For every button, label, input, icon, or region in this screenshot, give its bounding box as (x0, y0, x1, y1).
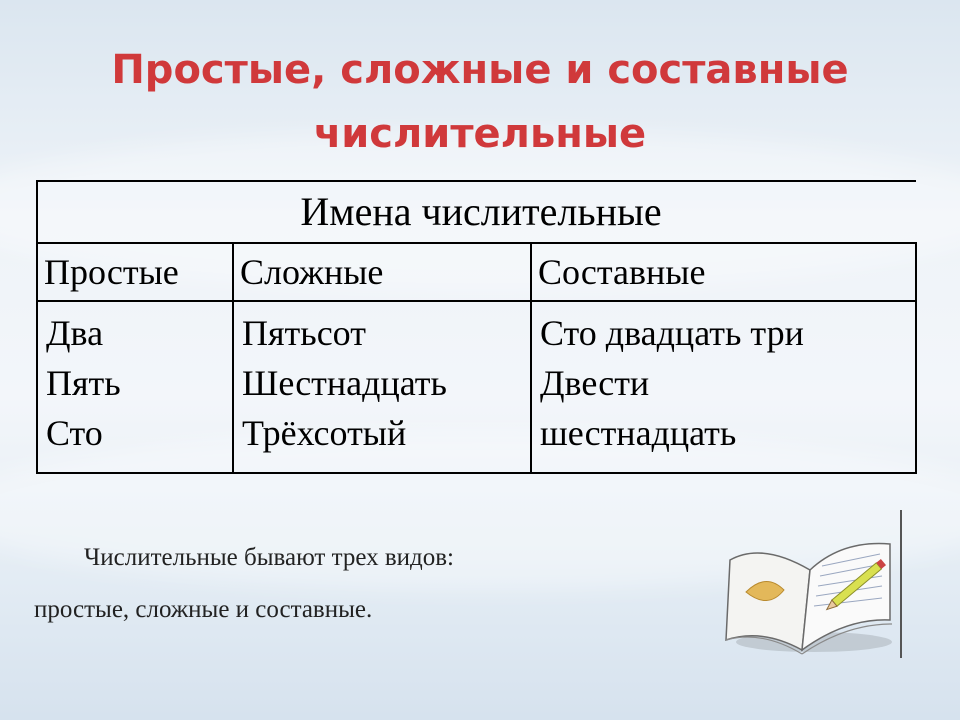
example-item: шестнадцать (540, 413, 737, 453)
type-compound: Составные (531, 243, 916, 301)
example-item: Трёхсотый (242, 413, 407, 453)
examples-complex (233, 301, 531, 473)
example-item: Сто (46, 413, 103, 453)
open-book-with-pencil-icon (722, 520, 902, 660)
table-type-row (37, 243, 916, 301)
type-complex: Сложные (233, 243, 531, 301)
slide-title (0, 38, 960, 166)
example-item: Пять (46, 363, 121, 403)
table-row (37, 301, 916, 473)
table-header-row (37, 181, 916, 243)
example-item: Двести (540, 363, 650, 403)
examples-simple (37, 301, 233, 473)
numerals-table (36, 180, 917, 474)
title-line-2: числительные (313, 111, 647, 157)
example-item: Пятьсот (242, 313, 366, 353)
caption-line-1: Числительные бывают трех видов: (84, 544, 455, 571)
caption (34, 532, 694, 636)
caption-line-2: простые, сложные и составные. (34, 596, 373, 623)
type-simple: Простые (37, 243, 233, 301)
table-header: Имена числительные (37, 181, 916, 243)
example-item: Два (46, 313, 104, 353)
example-item: Шестнадцать (242, 363, 447, 403)
example-item: Сто двадцать три (540, 313, 804, 353)
examples-compound (531, 301, 916, 473)
title-line-1: Простые, сложные и составные (111, 47, 849, 93)
